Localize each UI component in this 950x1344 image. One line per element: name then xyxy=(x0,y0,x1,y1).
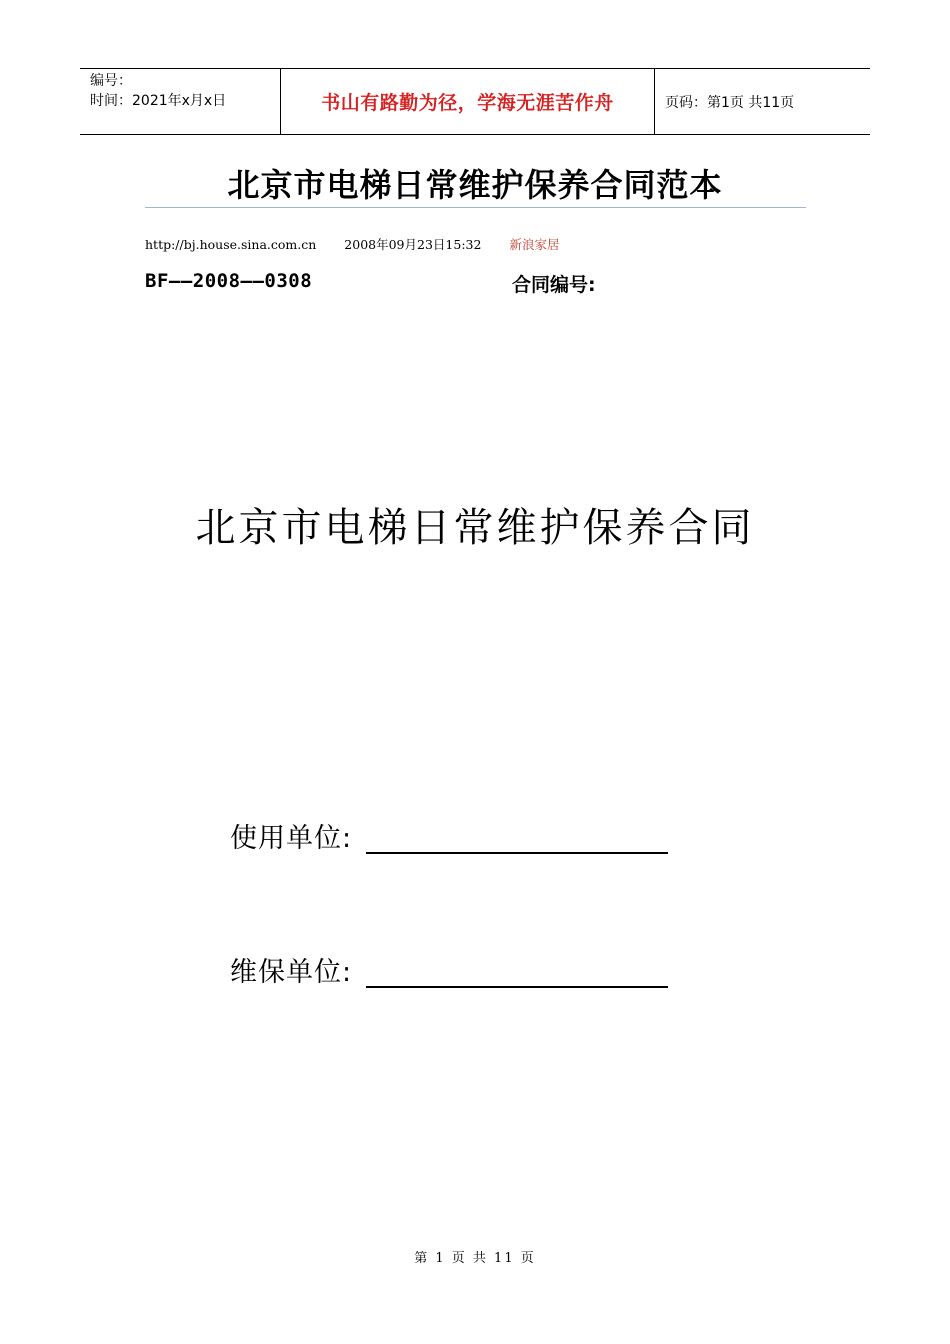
user-unit-label: 使用单位: xyxy=(230,823,353,854)
source-datetime: 2008年09月23日15:32 xyxy=(344,237,482,252)
header-page-cell xyxy=(655,69,870,134)
source-site-link[interactable]: 新浪家居 xyxy=(509,237,560,252)
title-divider xyxy=(145,207,806,208)
user-unit-field xyxy=(230,816,668,856)
contract-title: 北京市电梯日常维护保养合同 xyxy=(195,505,755,551)
document-header-table xyxy=(80,68,870,135)
maintenance-unit-label: 维保单位: xyxy=(230,957,353,988)
maintenance-unit-field xyxy=(230,950,668,990)
header-motto-cell xyxy=(281,69,655,134)
source-line xyxy=(145,235,559,253)
page-footer: 第 1 页 共 11 页 xyxy=(414,1251,536,1266)
user-unit-blank-line xyxy=(366,852,668,854)
page-title: 北京市电梯日常维护保养合同范本 xyxy=(227,166,723,204)
header-page-info: 页码：第1页 共11页 xyxy=(665,94,795,111)
source-url[interactable]: http://bj.house.sina.com.cn xyxy=(145,237,317,252)
maintenance-unit-blank-line xyxy=(366,986,668,988)
document-code: BF——2008——0308 xyxy=(145,270,313,292)
document-number-label: 编号： xyxy=(90,73,132,89)
contract-number-label: 合同编号: xyxy=(512,274,596,296)
header-motto: 书山有路勤为径，学海无涯苦作舟 xyxy=(321,92,614,114)
header-meta-cell xyxy=(80,69,281,134)
document-time-label: 时间：2021年x月x日 xyxy=(90,93,227,109)
